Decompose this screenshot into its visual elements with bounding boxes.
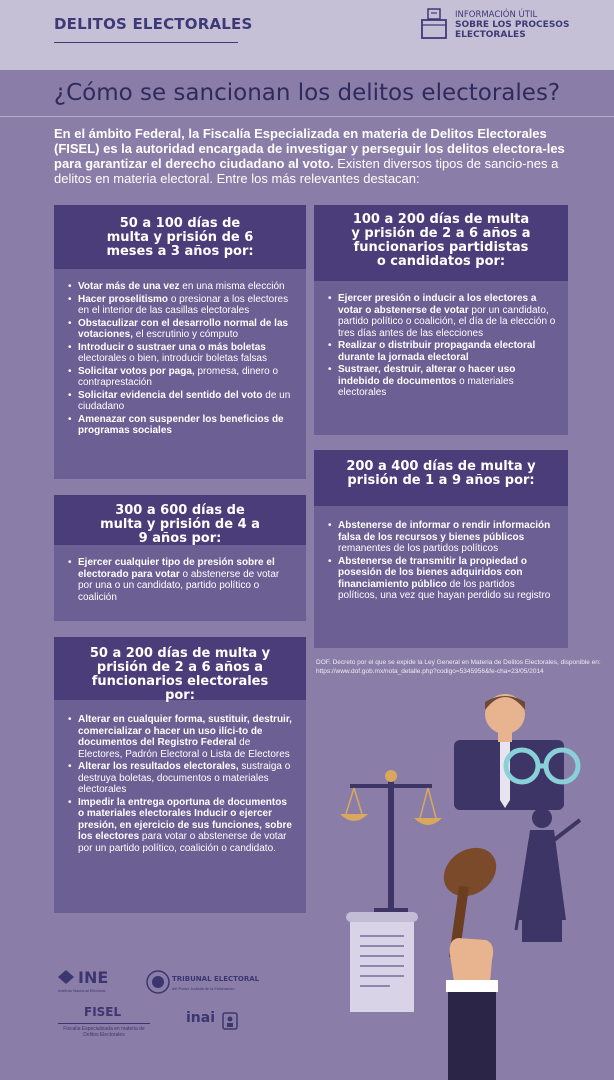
list-item-bold: Realizar o distribuir propaganda electoral durante la jornada electoral [338,340,536,363]
card-body [54,269,306,448]
sanction-card-3 [54,637,306,913]
list-item-text: el escrutinio y cómputo [133,329,239,340]
card-body [54,545,306,614]
list-item-bold: Abstenerse de transmitir la propiedad o posesión de los bienes adquiridos con financiamiento público [338,555,527,590]
list-item-text: de un ciudadano [78,389,291,412]
sanction-card-4 [314,205,568,435]
tribunal-seal-icon [146,970,170,994]
list-item-text: promesa, dinero o contraprestación [78,365,279,388]
scale-icon [340,770,442,916]
card-heading: 50 a 100 días de multa y prisión de 6 meses a 3 años por: [54,205,306,269]
intro-paragraph [54,126,574,186]
official-figure-icon [454,694,564,810]
list-item-bold: Amenazar con suspender los beneficios de programas sociales [78,413,284,436]
list-item [66,714,294,760]
card-heading: 100 a 200 días de multa y prisión de 2 a 6 años a funcionarios partidistas o candidatos por: [314,205,568,281]
list-item-text: de los partidos políticos, una vez que hayan perdido su registro [338,578,551,601]
list-item-bold: Solicitar votos por paga, [78,365,195,377]
info-line-2: SOBRE LOS PROCESOS [455,20,570,30]
source-note: DOF. Decreto por el que se expide la Ley General en Materia de Delitos Electorales, disponible en: https://www.dof.gob.mx/nota_detalle.php?codigo=5345956&fe-cha=23/05/2014 [316,659,601,675]
list-item-text: de Electores, Padrón Electoral o Lista de Electores [78,737,290,760]
ballot-box-icon [420,8,448,40]
lady-justice-icon [516,808,580,942]
list-item-bold: Ejercer presión o inducir a los electores a votar o abstenerse de votar [338,293,537,316]
list-item-bold: Introducir o sustraer una o más boletas [78,341,266,353]
intro-bold: En el ámbito Federal, la Fiscalía Especializada en materia de Delitos Electorales (FISEL) es la autoridad encargada de investigar y perseguir los delitos electora-les para garantizar el derecho ciudadano al voto. [54,126,565,171]
list-item-bold: Votar más de una vez [78,281,180,292]
list-item [326,293,556,339]
footer-logos [0,960,340,1070]
tribunal-logo: TRIBUNAL ELECTORAL [172,975,260,983]
list-item [66,281,294,293]
list-item-text: electorales o bien, introducir boletas falsas [78,353,267,364]
tribunal-subtitle: del Poder Judicial de la Federación [172,986,235,991]
card-body [314,506,568,613]
list-item-text: remanentes de los partidos políticos [338,543,499,554]
list-item [66,761,294,796]
sanction-card-5 [314,450,568,648]
list-item-text: en una misma elección [179,281,285,292]
card-body [314,281,568,410]
list-item-bold: Sustraer, destruir, alterar o hacer uso indebido de documentos [338,364,516,387]
list-item-bold: Solicitar evidencia del sentido del voto [78,389,263,401]
list-item-bold: Obstaculizar con el desarrollo normal de las votaciones, [78,317,289,340]
list-item-text: o materiales electorales [338,375,514,398]
card-body [54,700,306,865]
header-title: DELITOS ELECTORALES [54,15,253,33]
list-item [66,414,294,437]
list-item-bold: Alterar en cualquier forma, sustituir, destruir, comercializar o hacer un uso ilíci-to de documentos del Registro Federal [78,714,292,748]
header-underline [54,42,238,43]
list-item [66,390,294,413]
list-item-bold: Impedir la entrega oportuna de documentos o materiales electorales Inducir o ejercer presión, en ejercicio de sus funciones, sobre los electores [78,796,292,842]
hand-icon [446,938,498,1080]
ine-logo [78,968,108,987]
fisel-subtitle: Fiscalía Especializada en materia de Delitos Electorales [58,1023,150,1038]
sanction-card-2 [54,495,306,621]
inai-logo: inai [186,1010,216,1026]
list-item-bold: Ejercer cualquier tipo de presión sobre el electorado para votar [78,557,275,580]
list-item-bold: Hacer proselitismo [78,293,169,305]
scroll-document-icon [346,912,418,1012]
list-item-text: por un candidato, partido político o coalición, el día de la elección o tres días antes de las elecciones [338,304,556,339]
list-item [66,342,294,365]
list-item [66,557,294,603]
justice-illustration [330,690,614,1080]
card-heading: 200 a 400 días de multa y prisión de 1 a 9 años por: [314,450,568,506]
list-item [66,797,294,855]
fisel-logo: FISEL [84,1005,122,1019]
list-item [326,556,556,602]
list-item-bold: Alterar los resultados electorales, [78,761,239,772]
inai-icon [222,1012,238,1030]
list-item [66,366,294,389]
info-caption [455,10,569,40]
list-item-text: para votar o abstenerse de votar por un partido político, coalición o candidato. [78,831,287,854]
list-item-bold: Abstenerse de informar o rendir información falsa de los recursos y bienes públicos [338,520,551,543]
page-title: ¿Cómo se sancionan los delitos electorales? [53,80,561,106]
card-heading: 300 a 600 días de multa y prisión de 4 a 9 años por: [54,495,306,545]
list-item-text: o presionar a los electores en el interior de las casillas electorales [78,293,289,316]
intro-regular: Existen diversos tipos de sancio-nes a delitos en materia electoral. Entre los más relevantes destacan: [54,156,559,186]
info-line-1: INFORMACIÓN ÚTIL [455,10,538,20]
card-list [66,557,294,603]
title-divider [0,116,614,117]
list-item [326,340,556,363]
ine-logo-icon [58,970,74,984]
ine-subtitle: Instituto Nacional Electoral [58,988,106,993]
sanction-card-1 [54,205,306,479]
card-list [326,520,556,602]
card-list [66,714,294,854]
card-heading: 50 a 200 días de multa y prisión de 2 a 6 años a funcionarios electorales por: [54,637,306,700]
card-list [326,293,556,399]
list-item-text: sustraiga o destruya boletas, documentos o materiales electorales [78,761,291,795]
info-line-3: ELECTORALES [455,30,526,40]
list-item [326,364,556,399]
list-item [326,520,556,555]
list-item-text: o abstenerse de votar por una o un candidato, partido político o coalición [78,568,280,603]
list-item [66,294,294,317]
ine-text: INE [78,968,109,987]
card-list [66,281,294,437]
list-item [66,318,294,341]
